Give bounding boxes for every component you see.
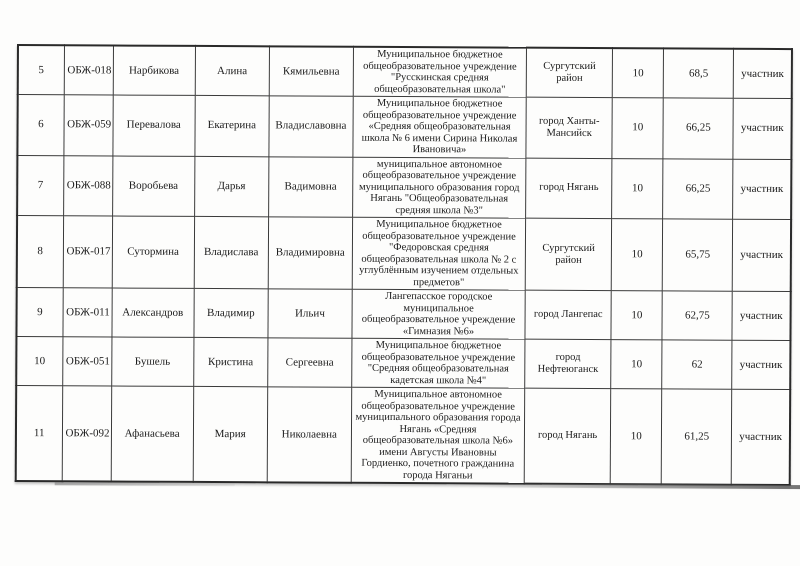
cell-score: 68,5 — [664, 48, 734, 98]
cell-city: Сургутский район — [525, 218, 611, 290]
cell-status: участник — [733, 98, 791, 159]
cell-middle-name: Николаевна — [267, 387, 352, 483]
table-skew-wrapper — [15, 44, 793, 486]
cell-score: 66,25 — [663, 158, 733, 219]
cell-last-name: Нарбикова — [113, 46, 195, 96]
olympiad-results-table — [15, 44, 793, 486]
cell-score: 66,25 — [663, 98, 733, 159]
cell-school: Муниципальное автономное общеобразовательное учреждение муниципального образования города Нягань «Средняя общеобразовательная школа №6» имени Августы Ивановны Гордиенко, почетного гражданина города Няганьи — [351, 387, 525, 483]
cell-code: ОБЖ-088 — [63, 155, 112, 216]
cell-code: ОБЖ-092 — [62, 386, 112, 482]
cell-grade: 10 — [612, 48, 663, 98]
cell-middle-name: Владиславовна — [269, 96, 353, 157]
table-row — [17, 95, 791, 160]
cell-row-number: 5 — [18, 45, 64, 95]
cell-last-name: Афанасьева — [111, 386, 194, 482]
cell-status: участник — [732, 389, 791, 485]
cell-first-name: Владислава — [194, 216, 268, 288]
cell-grade: 10 — [612, 158, 663, 219]
cell-code: ОБЖ-011 — [63, 288, 112, 337]
cell-row-number: 11 — [16, 386, 63, 482]
cell-grade: 10 — [611, 291, 662, 340]
cell-code: ОБЖ-051 — [62, 337, 111, 386]
scan-edge-shadow-left — [55, 482, 235, 486]
cell-row-number: 7 — [17, 155, 63, 216]
cell-school: Муниципальное бюджетное общеобразовательное учреждение "Федоровская средняя общеобразовательная школа № 2 с углублённым изучением отдельных предметов" — [352, 217, 526, 290]
cell-grade: 10 — [611, 340, 662, 389]
scan-edge-shadow — [483, 483, 800, 489]
cell-city: Сургутский район — [526, 48, 612, 98]
cell-last-name: Сутормина — [112, 216, 194, 288]
cell-middle-name: Вадимовна — [268, 156, 352, 217]
table-row — [17, 216, 791, 292]
cell-city: город Лангепас — [525, 290, 611, 339]
cell-middle-name: Сергеевна — [268, 338, 352, 387]
cell-city: город Нягань — [526, 158, 612, 219]
cell-row-number: 8 — [17, 216, 63, 288]
cell-school: муниципальное автономное общеобразовательное учреждение муниципального образования город Нягань "Общеобразовательная средняя школа №3" — [352, 157, 526, 218]
cell-first-name: Алина — [195, 46, 269, 96]
cell-status: участник — [733, 159, 791, 220]
cell-school: Муниципальное бюджетное общеобразовательное учреждение "Средняя общеобразовательная кадетская школа №4" — [352, 338, 525, 388]
cell-row-number: 9 — [16, 288, 62, 337]
table-row — [17, 155, 791, 220]
cell-first-name: Екатерина — [195, 95, 269, 156]
cell-status: участник — [732, 340, 790, 389]
cell-middle-name: Ильич — [268, 289, 352, 338]
cell-status: участник — [733, 219, 792, 291]
cell-code: ОБЖ-018 — [64, 45, 113, 95]
table-row — [16, 337, 790, 390]
cell-grade: 10 — [611, 219, 662, 291]
cell-code: ОБЖ-017 — [63, 216, 112, 288]
table-row — [16, 288, 790, 341]
cell-city: город Нягань — [524, 388, 611, 484]
cell-code: ОБЖ-059 — [63, 95, 112, 156]
cell-score: 62 — [662, 340, 732, 389]
cell-score: 61,25 — [661, 389, 732, 485]
cell-city: город Ханты-Мансийск — [526, 97, 612, 158]
table-row — [18, 45, 792, 99]
cell-first-name: Мария — [193, 386, 268, 482]
cell-school: Муниципальное бюджетное общеобразовательное учреждение «Средняя общеобразовательная школа № 6 имени Сирина Николая Ивановича» — [353, 96, 527, 157]
cell-first-name: Кристина — [193, 337, 267, 386]
cell-school: Лангепасское городское муниципальное общеобразовательное учреждение «Гимназия №6» — [352, 289, 525, 339]
cell-middle-name: Владимировна — [268, 217, 352, 289]
results-table-body — [16, 45, 792, 485]
table-row — [16, 386, 790, 486]
cell-row-number: 10 — [16, 337, 62, 386]
cell-first-name: Дарья — [194, 156, 268, 217]
cell-last-name: Перевалова — [113, 95, 195, 156]
cell-last-name: Бушель — [111, 337, 193, 386]
cell-status: участник — [732, 291, 790, 340]
cell-city: город Нефтеюганск — [525, 339, 611, 388]
cell-score: 62,75 — [662, 291, 732, 340]
cell-school: Муниципальное бюджетное общеобразовательное учреждение "Русскинская средняя общеобразовательная школа" — [353, 47, 526, 97]
cell-middle-name: Кямильевна — [269, 46, 353, 96]
cell-grade: 10 — [612, 98, 663, 159]
cell-row-number: 6 — [17, 95, 63, 156]
cell-last-name: Воробьева — [112, 156, 194, 217]
cell-score: 65,75 — [662, 219, 732, 291]
cell-grade: 10 — [610, 389, 662, 485]
cell-last-name: Александров — [112, 288, 194, 337]
cell-first-name: Владимир — [194, 288, 268, 337]
cell-status: участник — [734, 49, 792, 99]
